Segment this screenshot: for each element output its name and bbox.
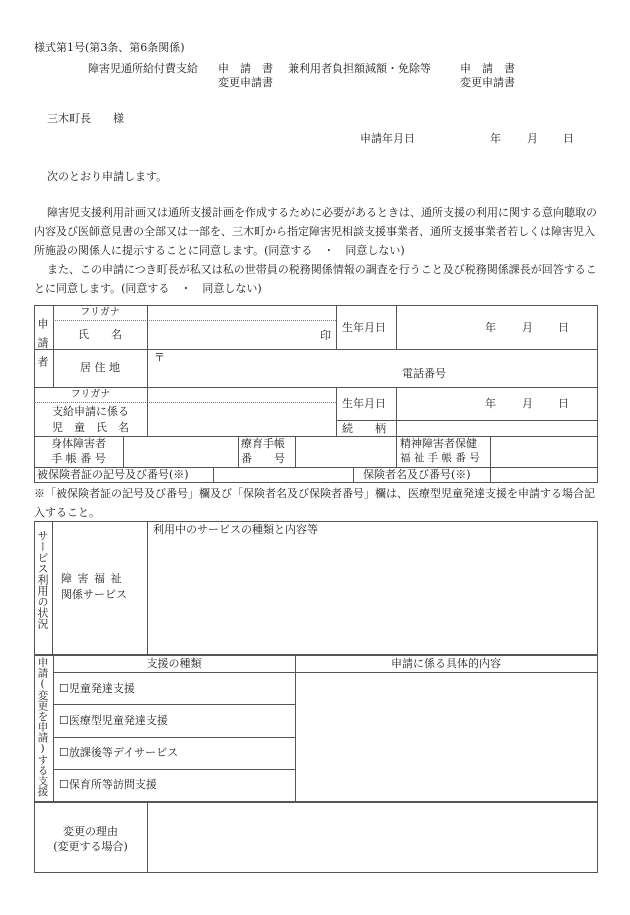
child-furigana-label: フリガナ <box>70 389 111 400</box>
child-dob-month[interactable]: 月 <box>522 397 533 410</box>
services-section-label: サービス利用の状況 <box>36 530 49 629</box>
support-item[interactable] <box>59 747 178 758</box>
support-type-header: 支援の種類 <box>146 657 202 670</box>
title-part3: 兼利用者負担額減額・免除等 <box>288 62 431 75</box>
physical-handbook-field[interactable] <box>124 437 237 466</box>
consent-paragraph-1: 障害児支援利用計画又は通所支援計画を作成するために必要があるときは、通所支援の利用に関する意向聴取の内容及び医師意見書の全部又は一部を、三木町から指定障害児相談支援事業者、通所支援事業者若しくは障害児入所施設の関係人に提示することに同意します。(同意する ・ 同意しない) <box>34 206 597 257</box>
checkbox-icon[interactable]: ☐ <box>59 682 69 695</box>
current-services-header: 利用中のサービスの種類と内容等 <box>153 523 318 536</box>
support-item-label: 医療型児童発達支援 <box>68 714 168 727</box>
welfare-services-label-1: 障 害 福 祉 <box>61 572 123 585</box>
title-part1: 障害児通所給付費支給 <box>88 62 198 75</box>
change-reason-label-2: (変更する場合) <box>53 840 128 853</box>
title-application: 申 請 書 <box>218 62 273 75</box>
physical-handbook-label-1: 身体障害者 <box>51 437 106 450</box>
phone-label: 電話番号 <box>402 367 446 380</box>
insurer-field[interactable] <box>491 468 597 482</box>
form-number: 様式第1号(第3条、第6条関係) <box>34 41 185 54</box>
insurance-note: ※「被保険者証の記号及び番号」欄及び「保険者名及び保険者番号」欄は、医療型児童発達支援を申請する場合記入すること。 <box>34 487 595 519</box>
support-detail-field[interactable] <box>296 673 597 801</box>
support-item[interactable] <box>59 779 157 790</box>
current-services-field[interactable] <box>148 538 597 654</box>
support-detail-header: 申請に係る具体的内容 <box>391 657 501 670</box>
relation-label: 続 柄 <box>342 422 386 435</box>
relation-field[interactable] <box>397 421 597 435</box>
mental-handbook-field[interactable] <box>491 437 597 466</box>
seal-mark: 印 <box>320 329 331 342</box>
child-dob-label: 生年月日 <box>342 397 386 410</box>
applicant-address-field[interactable] <box>148 350 597 386</box>
child-name-field[interactable] <box>148 404 335 435</box>
ryoiku-handbook-label-2: 番 号 <box>241 452 285 465</box>
support-item-label: 保育所等訪問支援 <box>68 778 157 791</box>
title-change-application-2: 変更申請書 <box>460 76 515 89</box>
title-application-2: 申 請 書 <box>460 62 515 75</box>
applicant-dob-day[interactable]: 日 <box>558 321 569 334</box>
applicant-section-label: 申請者 <box>36 318 49 375</box>
application-date-label: 申請年月日 <box>360 132 415 145</box>
applicant-furigana-label: フリガナ <box>80 307 120 318</box>
applicant-dob-month[interactable]: 月 <box>522 321 533 334</box>
applicant-name-label: 氏 名 <box>78 328 122 341</box>
support-item[interactable] <box>59 683 135 694</box>
child-dob-year[interactable]: 年 <box>485 397 496 410</box>
consent-paragraph-2: また、この申請につき町長が私又は私の世帯員の税務関係情報の調査を行うこと及び税務関係課長が回答することに同意します。(同意する ・ 同意しない) <box>34 263 597 295</box>
child-name-label-2: 児 童 氏 名 <box>52 421 129 434</box>
insured-card-label: 被保険者証の記号及び番号(※) <box>37 468 189 481</box>
ryoiku-handbook-label-1: 療育手帳 <box>241 437 285 450</box>
postal-mark: 〒 <box>154 351 165 364</box>
applicant-furigana-field[interactable] <box>148 306 335 319</box>
child-name-label-1: 支給申請に係る <box>52 405 129 418</box>
date-year[interactable]: 年 <box>490 132 501 145</box>
addressee: 三木町長 様 <box>47 112 124 125</box>
mental-handbook-label-1: 精神障害者保健 <box>400 437 477 450</box>
support-item[interactable] <box>59 715 168 726</box>
intro-text: 次のとおり申請します。 <box>47 170 168 183</box>
support-item-label: 放課後等デイサービス <box>68 746 179 759</box>
insured-card-field[interactable] <box>214 468 352 482</box>
title-change-application: 変更申請書 <box>218 76 273 89</box>
change-reason-field[interactable] <box>148 803 597 872</box>
child-dob-day[interactable]: 日 <box>558 397 569 410</box>
applicant-name-field[interactable] <box>148 322 335 348</box>
applicant-dob-year[interactable]: 年 <box>485 321 496 334</box>
ryoiku-handbook-field[interactable] <box>296 437 395 466</box>
insurer-label: 保険者名及び番号(※) <box>363 468 471 481</box>
mental-handbook-label-2: 福 祉 手 帳 番 号 <box>400 452 480 464</box>
welfare-services-label-2: 関係サービス <box>61 588 127 601</box>
support-item-label: 児童発達支援 <box>68 682 135 695</box>
child-furigana-field[interactable] <box>148 388 335 401</box>
date-month[interactable]: 月 <box>527 132 538 145</box>
checkbox-icon[interactable]: ☐ <box>59 714 69 727</box>
change-reason-label-1: 変更の理由 <box>63 825 118 838</box>
physical-handbook-label-2: 手 帳 番 号 <box>51 452 106 465</box>
support-section-label: 申請(変更を申請)する支援 <box>36 657 49 797</box>
checkbox-icon[interactable]: ☐ <box>59 746 69 759</box>
applicant-address-label: 居 住 地 <box>80 361 120 374</box>
applicant-dob-label: 生年月日 <box>342 321 386 334</box>
checkbox-icon[interactable]: ☐ <box>59 778 69 791</box>
date-day[interactable]: 日 <box>563 132 574 145</box>
